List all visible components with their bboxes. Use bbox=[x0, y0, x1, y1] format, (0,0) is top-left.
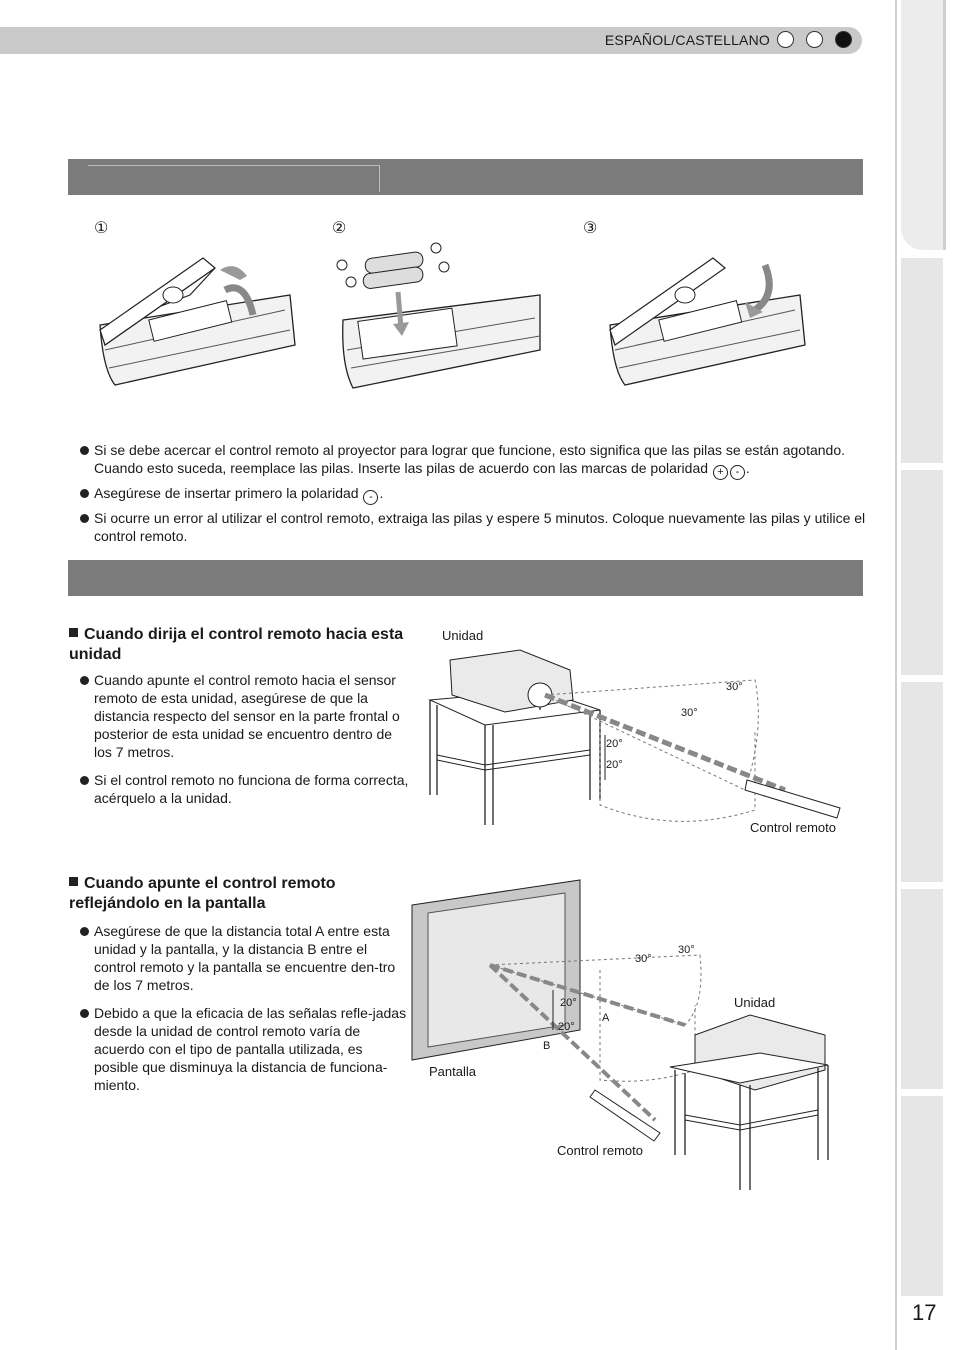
battery-step2-illustration bbox=[335, 240, 550, 395]
battery-step1-illustration bbox=[95, 250, 305, 395]
heading-reflect: Cuando apunte el control remoto reflejándolo en la pantalla bbox=[69, 875, 336, 912]
language-indicator-2 bbox=[806, 31, 823, 48]
direct-angle-h2: 30° bbox=[681, 707, 698, 719]
direct-range-diagram bbox=[425, 640, 855, 840]
side-tab-3[interactable] bbox=[901, 470, 943, 675]
battery-note-1: Si se debe acercar el control remoto al proyector para lograr que funcione, esto significa que las pilas se están agotando. Cuando esto suceda, reemplace las pilas. Inserte las pilas de acuerdo con las marcas de polaridad + - . bbox=[69, 441, 894, 480]
side-tab-1[interactable] bbox=[901, 0, 946, 250]
reflect-angle-v2: 20° bbox=[558, 1021, 575, 1033]
language-indicator-1 bbox=[777, 31, 794, 48]
battery-step3-illustration bbox=[605, 250, 815, 395]
side-tab-6[interactable] bbox=[901, 1096, 943, 1296]
reflect-screen-label: Pantalla bbox=[429, 1064, 476, 1079]
heading-direct: Cuando dirija el control remoto hacia esta unidad bbox=[69, 626, 404, 663]
reflect-distance-b: B bbox=[543, 1040, 551, 1052]
battery-notes-list bbox=[69, 441, 894, 549]
direct-remote-label: Control remoto bbox=[750, 820, 836, 835]
square-bullet-icon bbox=[69, 877, 78, 886]
step-number-1: ① bbox=[94, 220, 109, 237]
reflect-notes-list bbox=[69, 922, 409, 1098]
reflect-remote-label: Control remoto bbox=[557, 1143, 643, 1158]
minus-polarity-icon: - bbox=[363, 490, 378, 505]
reflect-note-1: Asegúrese de que la distancia total A entre esta unidad y la pantalla, y la distancia B entre el control remoto y la pantalla se encuentre den-tro de los 7 metros. bbox=[69, 922, 409, 994]
step-number-3: ③ bbox=[583, 220, 598, 237]
language-label: ESPAÑOL/CASTELLANO bbox=[604, 32, 770, 48]
side-tab-2[interactable] bbox=[901, 258, 943, 463]
side-rule bbox=[895, 0, 897, 1350]
section-bar-range bbox=[68, 560, 863, 596]
direct-note-2: Si el control remoto no funciona de forma correcta, acérquelo a la unidad. bbox=[69, 771, 409, 807]
battery-note-3: Si ocurre un error al utilizar el control remoto, extraiga las pilas y espere 5 minutos. Coloque nuevamente las pilas y utilice el control remoto. bbox=[69, 509, 894, 545]
reflect-distance-a: A bbox=[602, 1012, 610, 1024]
side-tab-5[interactable] bbox=[901, 889, 943, 1089]
section-bar-subtab bbox=[88, 165, 380, 192]
language-bar bbox=[0, 27, 862, 54]
reflect-unit-label: Unidad bbox=[734, 995, 776, 1010]
direct-note-1: Cuando apunte el control remoto hacia el sensor remoto de esta unidad, asegúrese de que la distancia respecto del sensor en la parte frontal o posterior de esta unidad se encuentro dentro de los 7 metros. bbox=[69, 671, 409, 761]
direct-angle-h1: 30° bbox=[726, 681, 743, 693]
direct-unit-label: Unidad bbox=[442, 628, 484, 643]
plus-polarity-icon: + bbox=[713, 465, 728, 480]
reflect-angle-v1: 20° bbox=[560, 997, 577, 1009]
side-tab-4[interactable] bbox=[901, 682, 943, 882]
direct-angle-v1: 20° bbox=[606, 738, 623, 750]
minus-polarity-icon: - bbox=[730, 465, 745, 480]
reflect-note-2: Debido a que la eficacia de las señalas refle-jadas desde la unidad de control remoto varía de acuerdo con el tipo de pantalla utilizada, es posible que disminuya la distancia de funciona-miento. bbox=[69, 1004, 409, 1094]
direct-angle-v2: 20° bbox=[606, 759, 623, 771]
reflect-angle-h1: 30° bbox=[678, 944, 695, 956]
page-number: 17 bbox=[912, 1300, 937, 1325]
language-indicator-active bbox=[835, 31, 852, 48]
battery-note-2: Asegúrese de insertar primero la polaridad - . bbox=[69, 484, 894, 505]
direct-notes-list bbox=[69, 671, 409, 811]
square-bullet-icon bbox=[69, 628, 78, 637]
step-number-2: ② bbox=[332, 220, 347, 237]
reflect-angle-h2: 30° bbox=[635, 953, 652, 965]
